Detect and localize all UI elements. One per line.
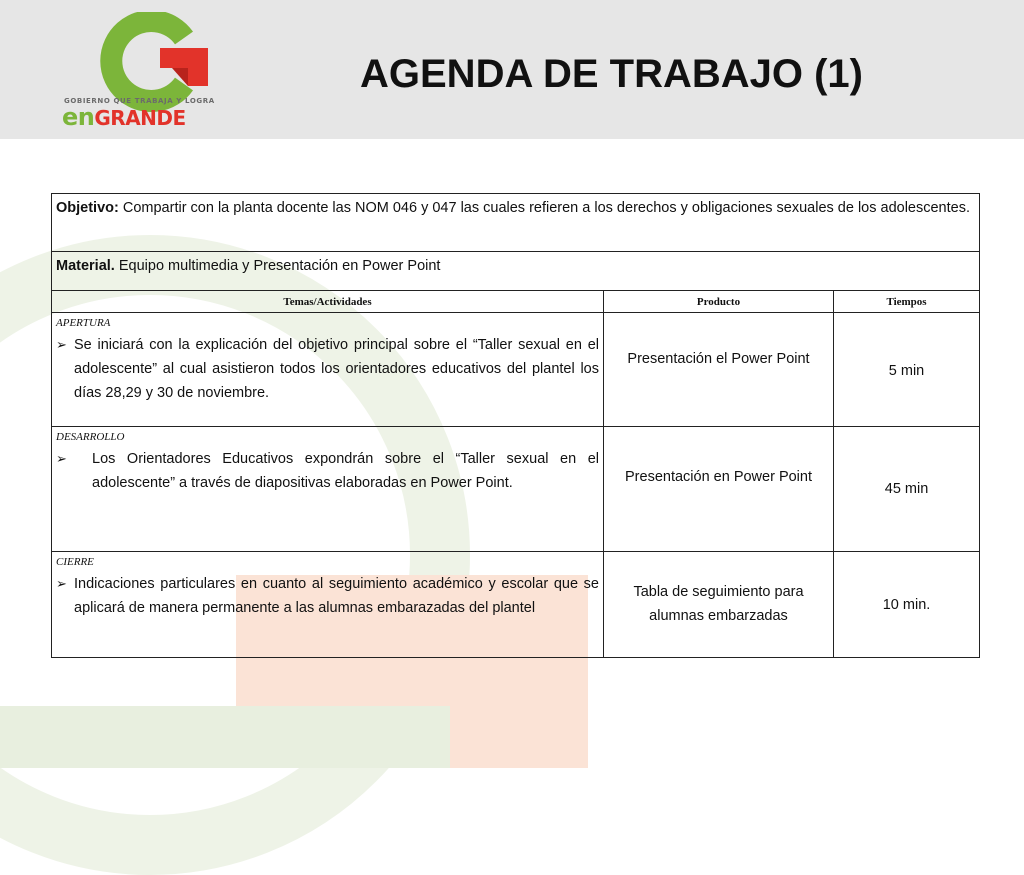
objetivo-text: Compartir con la planta docente las NOM 046 y 047 las cuales refieren a los derechos y obligaciones sexuales de los adolescentes.	[118, 200, 970, 216]
page-title: AGENDA DE TRABAJO (1)	[360, 52, 863, 96]
arrow-bullet-icon: ➢	[56, 451, 67, 466]
arrow-bullet-icon: ➢	[56, 337, 67, 352]
activity-cell	[52, 427, 604, 552]
activity-item	[52, 572, 603, 620]
time-cell	[834, 552, 980, 658]
table-row	[52, 552, 980, 658]
arrow-bullet-icon: ➢	[56, 576, 67, 591]
table-row	[52, 313, 980, 427]
objetivo-row	[52, 194, 980, 252]
column-header-time: Tiempos	[834, 291, 980, 313]
background-green-block	[0, 706, 450, 768]
activity-cell	[52, 552, 604, 658]
section-label-cierre: CIERRE	[56, 556, 94, 568]
activity-text: Se iniciará con la explicación del objetivo principal sobre el “Taller sexual en el adolescente” al cual asistieron todos los orientadores educativos del plantel los días 28,29 y 30 de noviembre.	[74, 337, 599, 401]
section-label-desarrollo: DESARROLLO	[56, 431, 125, 443]
product-cell	[604, 427, 834, 552]
objetivo-label: Objetivo:	[56, 200, 119, 216]
material-row	[52, 252, 980, 291]
activity-item	[52, 447, 603, 495]
logo-tagline: GOBIERNO QUE TRABAJA Y LOGRA	[64, 97, 215, 105]
section-label-apertura: APERTURA	[56, 317, 111, 329]
material-cell	[52, 252, 980, 291]
material-text: Equipo multimedia y Presentación en Power Point	[114, 258, 441, 274]
column-header-product: Producto	[604, 291, 834, 313]
table-row	[52, 427, 980, 552]
product-text: Tabla de seguimiento para alumnas embarzadas	[633, 584, 804, 624]
activity-text: Indicaciones particulares en cuanto al seguimiento académico y escolar que se aplicará de manera permanente a las alumnas embarazadas del plantel	[74, 576, 599, 616]
time-cell	[834, 427, 980, 552]
column-header-activities: Temas/Actividades	[52, 291, 604, 313]
material-label: Material.	[56, 258, 115, 274]
product-cell	[604, 552, 834, 658]
activity-item	[52, 333, 603, 405]
logo-word-en: en	[62, 103, 95, 131]
product-cell	[604, 313, 834, 427]
time-text: 5 min	[888, 363, 925, 379]
table-header-row	[52, 291, 980, 313]
agenda-table	[51, 193, 980, 658]
activity-text: Los Orientadores Educativos expondrán sobre el “Taller sexual en el adolescente” a través de diapositivas elaboradas en Power Point.	[92, 451, 599, 491]
logo-word-grande: GRANDE	[94, 106, 186, 130]
product-text: Presentación en Power Point	[625, 469, 812, 485]
product-text: Presentación el Power Point	[627, 351, 810, 367]
time-text: 10 min.	[882, 597, 931, 613]
objetivo-cell	[52, 194, 980, 252]
time-cell	[834, 313, 980, 427]
logo-wordmark	[62, 103, 186, 131]
activity-cell	[52, 313, 604, 427]
time-text: 45 min	[884, 481, 929, 497]
